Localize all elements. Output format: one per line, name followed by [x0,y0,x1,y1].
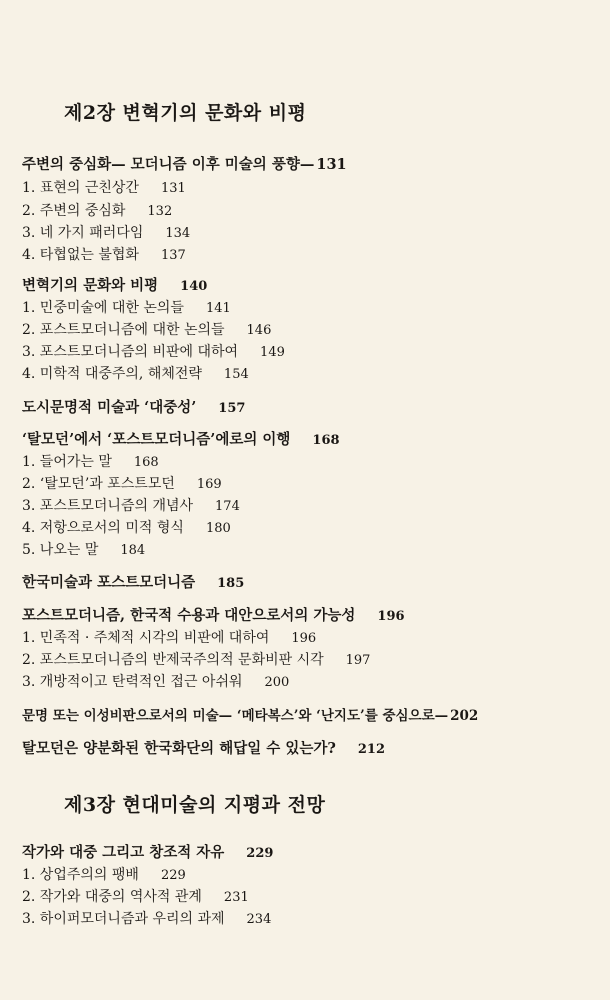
toc-section-heading [22,153,347,174]
section-title: 주변의 중심화— 모더니즘 이후 미술의 풍향— [22,156,315,173]
item-label: 2. 작가와 대중의 역사적 관계 [22,889,202,905]
item-label: 5. 나오는 말 [22,542,99,558]
section-page: 140 [180,279,208,294]
item-page: 146 [246,323,272,338]
item-label: 4. 저항으로서의 미적 형식 [22,520,184,536]
item-label: 3. 포스트모더니즘의 비판에 대하여 [22,344,239,360]
toc-section-heading [22,841,273,862]
item-label: 3. 개방적이고 탄력적인 접근 아쉬워 [22,674,243,690]
item-label: 4. 미학적 대중주의, 해체전략 [22,366,202,382]
toc-item [22,473,222,493]
item-label: 1. 들어가는 말 [22,454,112,470]
toc-item [22,244,186,264]
toc-item [22,495,240,515]
item-page: 180 [205,521,231,536]
item-label: 2. 주변의 중심화 [22,203,126,219]
section-title: ‘탈모던’에서 ‘포스트모더니즘’에로의 이행 [22,431,291,448]
item-label: 2. ‘탈모던’과 포스트모던 [22,476,175,492]
section-title: 변혁기의 문화와 비평 [22,277,159,294]
toc-section-heading [22,571,244,592]
toc-item [22,517,231,537]
item-label: 4. 타협없는 불협화 [22,247,139,263]
toc-item [22,649,370,669]
item-label: 1. 민족적 · 주체적 시각의 비판에 대하여 [22,630,270,646]
item-page: 169 [196,477,222,492]
toc-section-heading [22,396,245,417]
toc-item [22,177,186,197]
item-page: 197 [345,653,371,668]
section-title: 한국미술과 포스트모더니즘 [22,574,196,591]
toc-item [22,363,249,383]
item-page: 196 [291,631,317,646]
toc-item [22,671,289,691]
toc-section-heading [22,274,207,295]
item-page: 200 [264,675,290,690]
item-label: 1. 상업주의의 팽배 [22,867,139,883]
toc-item [22,200,172,220]
toc-section-heading [22,428,340,449]
toc-item [22,222,190,242]
item-page: 134 [165,226,191,241]
item-page: 184 [120,543,146,558]
toc-item [22,908,271,928]
section-title: 작가와 대중 그리고 창조적 자유 [22,844,225,861]
toc-section-heading [22,604,405,625]
item-label: 3. 네 가지 패러다임 [22,225,144,241]
item-page: 141 [205,301,231,316]
chapter-2-title: 제2장 변혁기의 문화와 비평 [64,102,307,124]
section-title: 문명 또는 이성비판으로서의 미술— ‘메타복스’와 ‘난지도’를 중심으로— [22,708,449,724]
toc-item [22,451,159,471]
item-label: 2. 포스트모더니즘에 대한 논의들 [22,322,225,338]
item-label: 2. 포스트모더니즘의 반제국주의적 문화비판 시각 [22,652,324,668]
toc-section-heading [22,737,385,758]
toc-item [22,319,271,339]
toc-item [22,627,316,647]
section-page: 168 [312,433,340,448]
toc-item [22,886,249,906]
section-title: 탈모던은 양분화된 한국화단의 해답일 수 있는가? [22,740,336,757]
section-title: 도시문명적 미술과 ‘대중성’ [22,399,197,416]
chapter-3-title: 제3장 현대미술의 지평과 전망 [64,794,326,816]
section-title: 포스트모더니즘, 한국적 수용과 대안으로서의 가능성 [22,607,356,624]
toc-section-heading [22,704,478,724]
item-page: 234 [246,912,272,927]
section-page: 229 [246,846,274,861]
item-page: 229 [160,868,186,883]
item-page: 174 [215,499,240,514]
toc-item [22,539,145,559]
toc-item [22,864,186,884]
section-page: 212 [357,742,386,757]
item-page: 154 [223,367,249,382]
item-page: 132 [147,204,173,219]
item-page: 137 [160,248,186,263]
toc-item [22,297,231,317]
item-label: 1. 표현의 근친상간 [22,180,139,196]
section-page: 202 [450,708,479,724]
item-label: 1. 민중미술에 대한 논의들 [22,300,184,316]
section-page: 185 [217,576,245,591]
item-label: 3. 하이퍼모더니즘과 우리의 과제 [22,911,225,927]
item-label: 3. 포스트모더니즘의 개념사 [22,498,194,514]
item-page: 149 [260,345,285,360]
section-page: 196 [377,609,405,624]
item-page: 168 [133,455,159,470]
toc-item [22,341,285,361]
item-page: 131 [160,181,186,196]
section-page: 131 [316,156,347,173]
section-page: 157 [218,401,246,416]
item-page: 231 [223,890,249,905]
